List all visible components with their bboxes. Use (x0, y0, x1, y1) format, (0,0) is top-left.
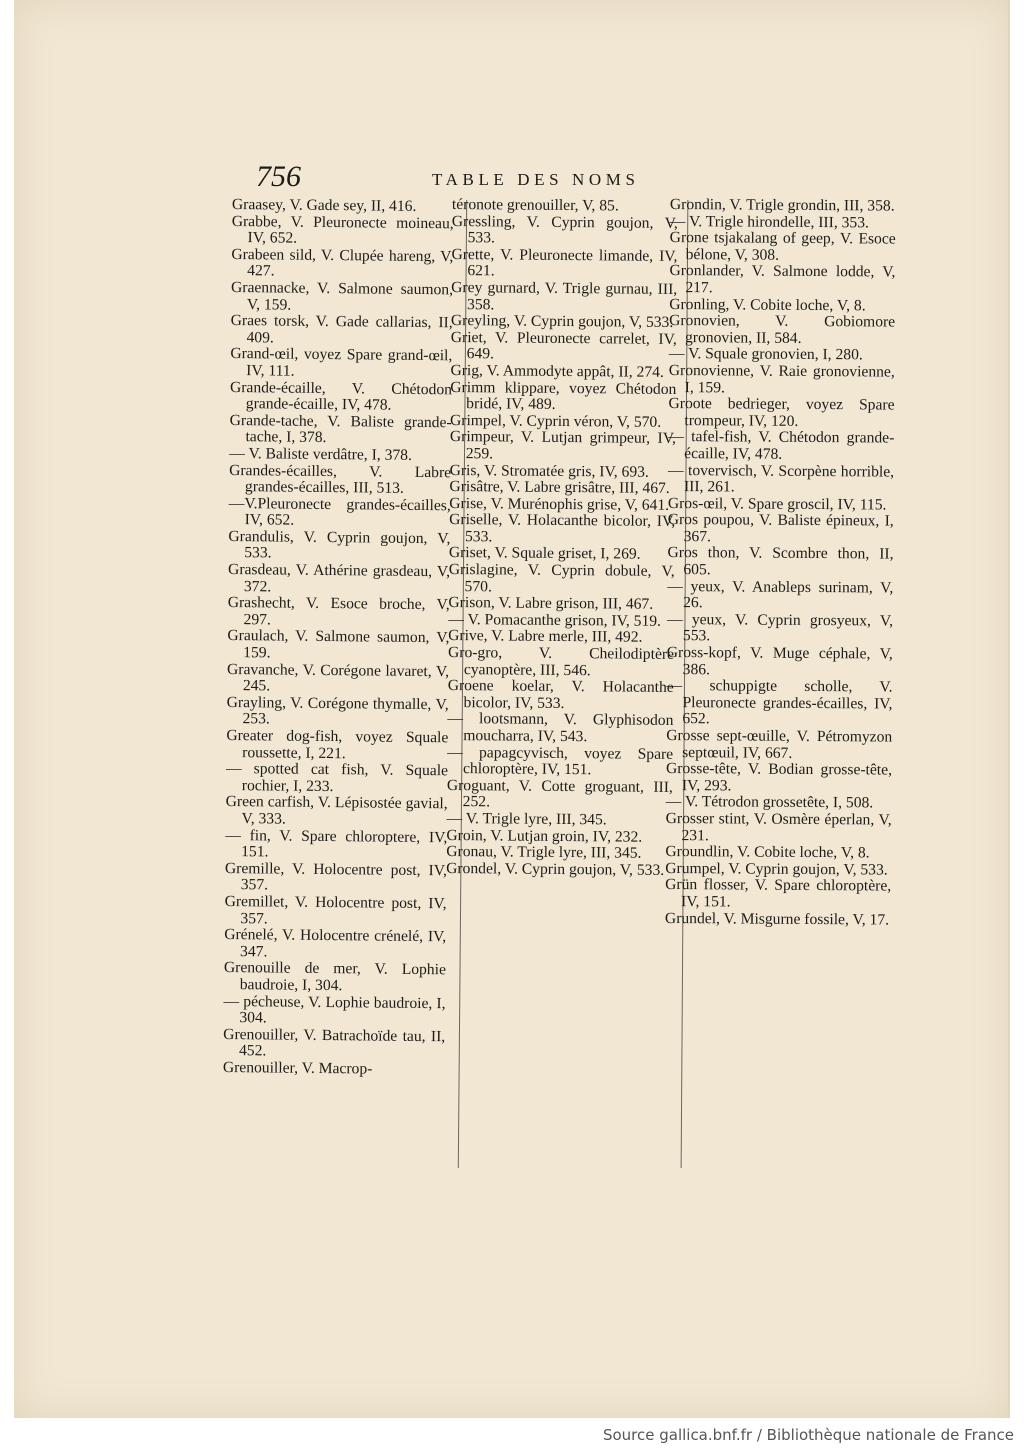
index-entry: Grislagine, V. Cyprin dobule, V, 570. (448, 561, 675, 596)
index-entry: Grondin, V. Trigle grondin, III, 358. (669, 196, 895, 215)
index-entry: Gremillet, V. Holocentre post, IV, 357. (224, 892, 447, 927)
index-entry: — papagcyvisch, voyez Spare chloroptère, IV, 151. (447, 743, 674, 779)
index-entry: — lootsmann, V. Glyphisodon moucharra, IV, 543. (447, 710, 674, 746)
index-entry: Grasdeau, V. Athérine grasdeau, V, 372. (228, 561, 451, 596)
index-entry: —V.Pleuronecte grandes-écailles, IV, 652. (228, 494, 451, 529)
index-entry: Greater dog-fish, voyez Squale roussette, I, 221. (226, 726, 449, 762)
index-entry: Grise, V. Murénophis grise, V, 641. (449, 494, 670, 514)
index-entry: — yeux, V. Anableps surinam, V, 26. (667, 577, 894, 612)
index-entry: — yeux, V. Cyprin grosyeux, V, 553. (666, 610, 894, 645)
index-entry: Grison, V. Labre grison, III, 467. (448, 594, 654, 614)
index-entry: Grand-œil, voyez Spare grand-œil, IV, 111. (230, 345, 453, 380)
page-number: 756 (256, 160, 301, 193)
index-entry: Griset, V. Squale griset, I, 269. (448, 544, 641, 564)
index-entry: Gross-kopf, V. Muge céphale, V, 386. (666, 644, 893, 678)
index-entry: Grün flosser, V. Spare chloroptère, IV, 151. (665, 876, 892, 911)
index-entry: Grenouiller, V. Macrop- (222, 1058, 373, 1078)
index-entry: — tovervisch, V. Scorpène horrible, III, 261. (668, 461, 895, 496)
index-entry: Groguant, V. Cotte groguant, III, 252. (446, 776, 673, 811)
index-entry: Gronovienne, V. Raie gronovienne, I, 159. (668, 361, 895, 396)
index-entry: Grumpel, V. Cyprin goujon, V, 533. (665, 859, 888, 879)
index-entry: Grone tsjakalang of geep, V. Esoce bélone, V, 308. (669, 229, 896, 264)
index-entry: — V. Pomacanthe grison, IV, 519. (448, 610, 662, 630)
index-entry: Grig, V. Ammodyte appât, II, 274. (450, 361, 664, 381)
index-entry: Groin, V. Lutjan groin, IV, 232. (446, 826, 643, 846)
index-entry: Grandulis, V. Cyprin goujon, V, 533. (228, 527, 451, 562)
index-entry: Groundlin, V. Cobite loche, V, 8. (665, 843, 870, 862)
index-entry: Grette, V. Pleuronecte limande, IV, 621. (451, 245, 678, 280)
index-entry: — fin, V. Spare chloroptere, IV, 151. (225, 826, 448, 861)
index-entry: Grisâtre, V. Labre grisâtre, III, 467. (449, 478, 670, 498)
index-entry: Gronovien, V. Gobiomore gronovien, II, 584. (669, 312, 896, 347)
index-entry: Grabeen sild, V. Clupée hareng, V, 427. (231, 245, 454, 280)
index-column-3 (665, 197, 896, 929)
index-entry: Grundel, V. Misgurne fossile, V, 17. (664, 909, 890, 929)
index-entry: Griselle, V. Holacanthe bicolor, IV, 533. (449, 511, 676, 546)
index-entry: — pécheuse, V. Lophie baudroie, I, 304. (223, 992, 446, 1027)
index-column-2 (446, 197, 678, 879)
index-entry: Gronau, V. Trigle lyre, III, 345. (446, 843, 642, 862)
index-entry: Grey gurnard, V. Trigle gurnau, III, 358. (451, 278, 678, 313)
index-entry: Gros-œil, V. Spare groscil, IV, 115. (667, 494, 887, 514)
index-entry: Grosse sept-œuille, V. Pétromyzon septœuil, IV, 667. (666, 726, 893, 762)
index-entry: Gronlander, V. Salmone lodde, V, 217. (669, 262, 896, 297)
index-entry: Graasey, V. Gade sey, II, 416. (231, 196, 417, 215)
index-entry: Grimm klippare, voyez Chétodon bridé, IV, 489. (450, 378, 677, 414)
index-entry: Gro-gro, V. Cheilodiptère cyanoptère, III, 546. (447, 644, 675, 679)
index-entry: Greyling, V. Cyprin goujon, V, 533. (450, 312, 674, 332)
index-entry: Grabbe, V. Pleuronecte moineau, IV, 652. (231, 212, 454, 247)
index-entry: Grayling, V. Corégone thymalle, V, 253. (226, 693, 449, 728)
index-entry: Groote bedrieger, voyez Spare trompeur, IV, 120. (668, 395, 895, 430)
index-entry: Grenouiller, V. Batrachoïde tau, II, 452. (223, 1025, 446, 1060)
index-entry: Grenouille de mer, V. Lophie baudroie, I, 304. (223, 959, 447, 995)
index-entry: Groene koelar, V. Holacanthe bicolor, IV, 533. (447, 677, 674, 712)
index-entry: Grondel, V. Cyprin goujon, V, 533. (446, 859, 665, 879)
index-entry: — V. Squale gronovien, I, 280. (668, 345, 863, 364)
index-column-1 (223, 197, 454, 1079)
index-entry: Gris, V. Stromatée gris, IV, 693. (449, 461, 649, 481)
index-entry: — schuppigte scholle, V. Pleuronecte grandes-écailles, IV, 652. (666, 677, 893, 728)
index-entry: Grosse-tête, V. Bodian grosse-tête, IV, 293. (665, 760, 893, 795)
index-entry: — V. Trigle hirondelle, III, 353. (669, 212, 869, 231)
index-entry: Grimpeur, V. Lutjan grimpeur, IV, 259. (449, 428, 676, 463)
index-entry: — V. Trigle lyre, III, 345. (446, 809, 607, 829)
index-entry: Grande-écaille, V. Chétodon grande-écaille, IV, 478. (229, 378, 453, 414)
index-entry: Griet, V. Pleuronecte carrelet, IV, 649. (450, 328, 677, 363)
source-credit: Source gallica.bnf.fr / Bibliothèque nationale de France (602, 1426, 1014, 1444)
index-entry: Grénelé, V. Holocentre crénelé, IV, 347. (224, 926, 447, 961)
index-entry: Grandes-écailles, V. Labre grandes-écailles, III, 513. (229, 461, 452, 497)
index-entry: téronote grenouiller, V, 85. (451, 196, 619, 215)
index-entry: Gravanche, V. Corégone lavaret, V, 245. (226, 660, 450, 695)
index-entry: Graulach, V. Salmone saumon, V, 159. (227, 627, 450, 662)
index-entry: Gremille, V. Holocentre post, IV, 357. (224, 859, 448, 894)
index-entry: Gressling, V. Cyprin goujon, V, 533. (451, 212, 678, 247)
index-entry: — tafel-fish, V. Chétodon grande-écaille, IV, 478. (668, 428, 895, 463)
index-entry: Grimpel, V. Cyprin véron, V, 570. (449, 411, 662, 431)
index-entry: Graennacke, V. Salmone saumon, V, 159. (230, 278, 454, 314)
index-entry: — V. Tétrodon grossetête, I, 508. (665, 793, 874, 812)
index-entry: — V. Baliste verdâtre, I, 378. (229, 444, 413, 464)
index-entry: Grosser stint, V. Osmère éperlan, V, 231. (665, 809, 892, 844)
index-entry: Gros poupou, V. Baliste épineux, I, 367. (667, 511, 894, 546)
index-entry: Green carfish, V. Lépisostée gavial, V, 333. (225, 793, 448, 828)
index-entry: Grive, V. Labre merle, III, 492. (448, 627, 643, 647)
index-entry: Gronling, V. Cobite loche, V, 8. (669, 295, 866, 314)
index-entry: Grande-tache, V. Baliste grande-tache, I, 378. (229, 411, 452, 447)
index-entry: — spotted cat fish, V. Squale rochier, I, 233. (225, 760, 449, 795)
index-entry: Gros thon, V. Scombre thon, II, 605. (667, 544, 894, 579)
index-entry: Graes torsk, V. Gade callarias, II, 409. (230, 312, 453, 347)
index-entry: Grashecht, V. Esoce broche, V, 297. (227, 594, 450, 629)
running-head: TABLE DES NOMS (432, 170, 640, 189)
